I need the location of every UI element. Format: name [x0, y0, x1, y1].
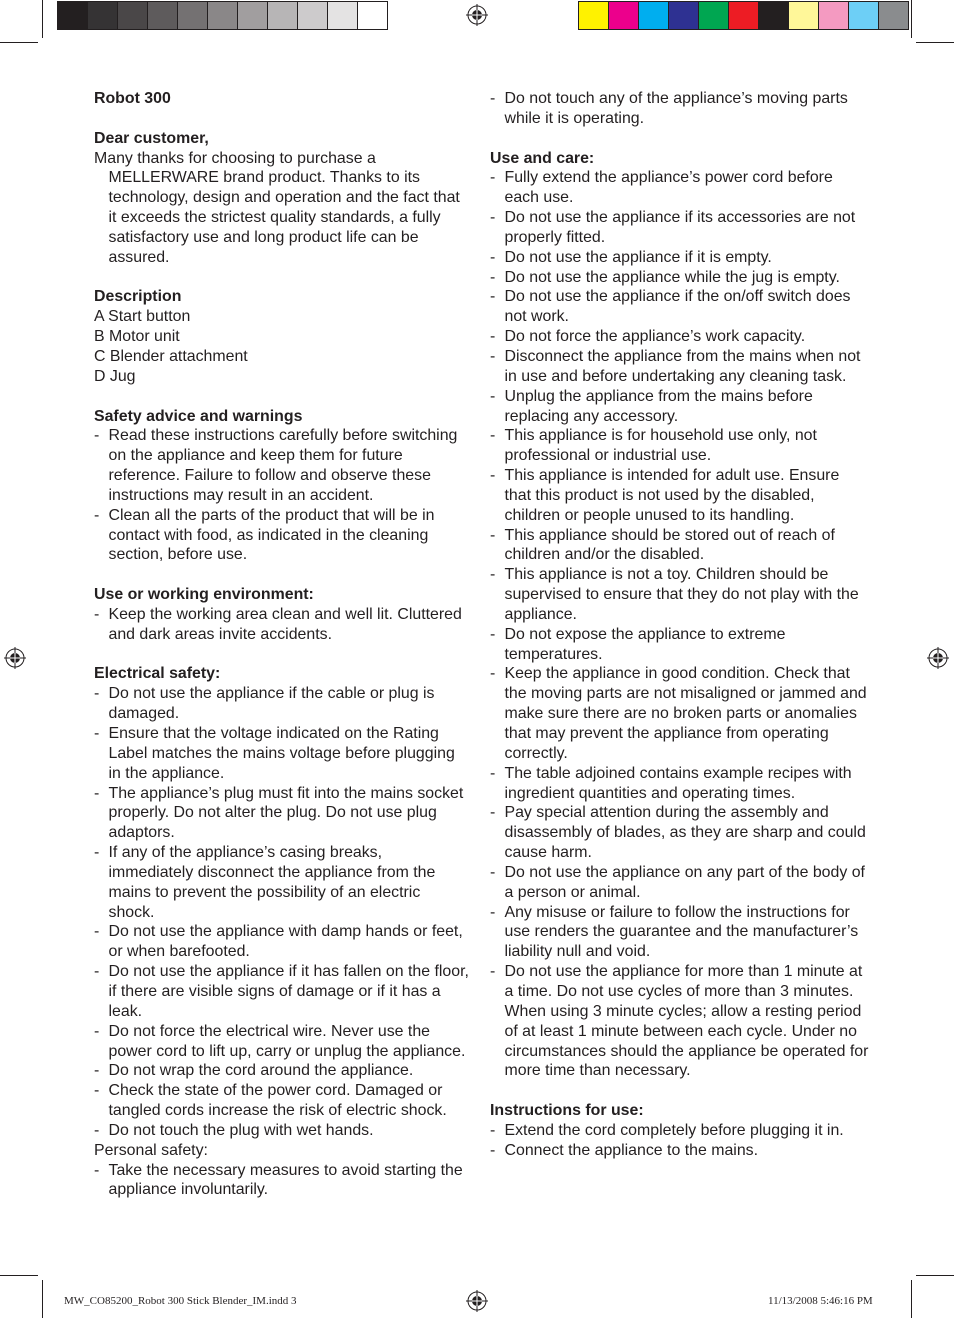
list-item-text: Fully extend the appliance’s power cord before each use. — [504, 169, 833, 207]
list-item — [490, 664, 870, 763]
list-item-text: Take the necessary measures to avoid starting the appliance involuntarily. — [108, 1161, 463, 1199]
list-item-text: The table adjoined contains example recipes with ingredient quantities and operating times. — [504, 764, 852, 802]
list-item-text: Extend the cord completely before plugging it in. — [504, 1121, 844, 1139]
list-item — [490, 89, 870, 129]
bullet-dash: - — [94, 725, 100, 742]
bullet-dash: - — [490, 248, 496, 266]
bullet-dash: - — [490, 268, 496, 286]
bullet-dash: - — [94, 784, 100, 802]
list-item — [94, 1022, 469, 1062]
grayscale-color-bar — [57, 1, 388, 30]
color-swatch — [759, 2, 789, 29]
list-item — [490, 625, 870, 665]
description-list — [94, 307, 469, 386]
color-swatch — [268, 2, 298, 29]
crop-mark — [911, 0, 912, 38]
bullet-dash: - — [94, 1082, 100, 1100]
list-item — [490, 803, 870, 863]
list-item-text: This appliance is not a toy. Children should be supervised to ensure that they do not play with the appliance. — [504, 566, 859, 623]
list-item-text: Keep the appliance in good condition. Check that the moving parts are not misaligned or jammed and make sure there are no broken parts or anomalies that may prevent the appliance from operating correctly. — [504, 665, 867, 762]
bullet-dash: - — [490, 288, 496, 306]
color-swatch — [118, 2, 148, 29]
list-item-text: Do not use the appliance for more than 1 minute at a time. Do not use cycles of more than 3 minutes. When using 3 minute cycles; allow a resting period of at least 1 minute between each cycle. Under no circumstances should the appliance be operated for more time than necessary. — [504, 963, 869, 1080]
list-item — [490, 327, 870, 347]
color-swatch — [178, 2, 208, 29]
list-item — [490, 1121, 870, 1141]
list-item — [490, 347, 870, 387]
list-item — [490, 426, 870, 466]
list-item — [490, 1141, 870, 1161]
list-item: D Jug — [94, 367, 136, 385]
color-swatch — [699, 2, 729, 29]
list-item: C Blender attachment — [94, 347, 248, 365]
list-item — [490, 764, 870, 804]
list-item-text: Do not use the appliance on any part of the body of a person or animal. — [504, 863, 865, 901]
list-item-text: Do not use the appliance if its accessories are not properly fitted. — [504, 209, 856, 246]
list-item-text: This appliance is intended for adult use. Ensure that this product is not used by the disabled, children or people unused to its handling. — [504, 467, 840, 524]
list-item-text: Do not use the appliance if it has fallen on the floor, if there are visible signs of damage or if it has a leak. — [108, 963, 469, 1020]
bullet-dash: - — [490, 665, 496, 683]
list-item-text: Unplug the appliance from the mains before replacing any accessory. — [504, 387, 813, 425]
list-item — [94, 426, 469, 505]
document-title: Robot 300 — [94, 90, 171, 107]
list-item — [94, 1161, 469, 1201]
list-item — [490, 526, 870, 566]
color-swatch — [579, 2, 609, 29]
right-text-column — [490, 89, 870, 1161]
electrical-safety-heading: Electrical safety: — [94, 665, 221, 683]
list-item — [94, 843, 469, 922]
list-item-text: Do not touch any of the appliance’s moving parts while it is operating. — [504, 90, 848, 127]
list-item-text: Do not use the appliance with damp hands or feet, or when barefooted. — [108, 923, 463, 961]
bullet-dash: - — [94, 1161, 100, 1179]
list-item-text: Ensure that the voltage indicated on the Rating Label matches the mains voltage before plugging in the appliance. — [108, 725, 455, 782]
bullet-dash: - — [490, 1121, 496, 1139]
greeting-heading: Dear customer, — [94, 129, 209, 147]
list-item-text: Keep the working area clean and well lit. Cluttered and dark areas invite accidents. — [108, 605, 462, 643]
color-swatch — [819, 2, 849, 29]
list-item-text: Pay special attention during the assembly and disassembly of blades, as they are sharp and could cause harm. — [504, 804, 866, 862]
list-item-text: Do not use the appliance if it is empty. — [504, 248, 772, 266]
bullet-dash: - — [94, 427, 100, 445]
list-item — [490, 962, 870, 1081]
list-item: A Start button — [94, 308, 191, 326]
color-swatch — [208, 2, 238, 29]
list-item-text: This appliance is for household use only, not professional or industrial use. — [504, 427, 817, 465]
color-swatch — [58, 2, 88, 29]
bullet-dash: - — [490, 169, 496, 187]
color-swatch — [238, 2, 268, 29]
instructions-list — [490, 1121, 870, 1161]
process-color-bar — [578, 1, 909, 30]
registration-mark-icon — [466, 4, 488, 26]
list-item-text: Do not use the appliance if the on/off switch does not work. — [504, 288, 851, 326]
bullet-dash: - — [490, 566, 496, 584]
list-item-text: Do not expose the appliance to extreme temperatures. — [504, 625, 786, 663]
list-item — [94, 605, 469, 645]
color-swatch — [358, 2, 387, 29]
left-text-column — [94, 89, 469, 1200]
bullet-dash: - — [490, 209, 496, 227]
color-swatch — [609, 2, 639, 29]
use-and-care-list — [490, 168, 870, 1081]
bullet-dash: - — [94, 1062, 100, 1080]
list-item — [94, 1121, 469, 1141]
list-item-text: Connect the appliance to the mains. — [504, 1141, 759, 1159]
crop-mark — [911, 1280, 912, 1318]
list-item-text: This appliance should be stored out of reach of children and/or the disabled. — [504, 526, 835, 564]
bullet-dash: - — [490, 764, 496, 782]
list-item — [490, 268, 870, 288]
color-swatch — [639, 2, 669, 29]
color-swatch — [849, 2, 879, 29]
registration-mark-icon — [927, 647, 949, 669]
list-item — [490, 287, 870, 327]
bullet-dash: - — [490, 467, 496, 485]
electrical-safety-list — [94, 684, 469, 1140]
color-swatch — [729, 2, 759, 29]
bullet-dash: - — [94, 1022, 100, 1040]
list-item — [490, 168, 870, 208]
color-swatch — [879, 2, 908, 29]
use-and-care-heading: Use and care: — [490, 149, 595, 167]
list-item — [94, 922, 469, 962]
crop-mark — [42, 0, 43, 38]
list-item-text: Any misuse or failure to follow the instructions for use renders the guarantee and the manufacturer’s liability null and void. — [504, 903, 859, 961]
list-item — [94, 506, 469, 566]
list-item — [490, 903, 870, 963]
list-item — [490, 387, 870, 427]
bullet-dash: - — [490, 625, 496, 643]
crop-mark — [0, 42, 38, 43]
bullet-dash: - — [490, 427, 496, 445]
list-item — [490, 565, 870, 625]
environment-list — [94, 605, 469, 645]
list-item-text: If any of the appliance’s casing breaks, immediately disconnect the appliance from the mains to prevent the possibility of an electric shock. — [108, 844, 436, 921]
crop-mark — [0, 1275, 38, 1276]
list-item — [490, 208, 870, 248]
list-item — [94, 962, 469, 1022]
list-item-text: Do not touch the plug with wet hands. — [108, 1121, 374, 1139]
list-item-text: Do not wrap the cord around the appliance. — [108, 1062, 414, 1080]
crop-mark — [42, 1280, 43, 1318]
registration-mark-icon — [466, 1290, 488, 1312]
color-swatch — [789, 2, 819, 29]
list-item — [490, 248, 870, 268]
bullet-dash: - — [94, 923, 100, 941]
list-item-text: Do not use the appliance if the cable or plug is damaged. — [108, 685, 435, 723]
intro-paragraph: Many thanks for choosing to purchase a MELLERWARE brand product. Thanks to its technology, design and operation and the fact that it exceeds the strictest quality standards, a fully satisfactory use and long product life can be assured. — [94, 149, 460, 266]
footer-timestamp: 11/13/2008 5:46:16 PM — [768, 1295, 873, 1307]
bullet-dash: - — [490, 387, 496, 405]
description-heading: Description — [94, 288, 182, 306]
list-item-text: Do not use the appliance while the jug is empty. — [504, 268, 840, 286]
registration-mark-icon — [4, 647, 26, 669]
list-item — [94, 724, 469, 784]
list-item — [94, 684, 469, 724]
list-item — [94, 1081, 469, 1121]
color-swatch — [88, 2, 118, 29]
list-item-text: Do not force the electrical wire. Never use the power cord to lift up, carry or unplug the appliance. — [108, 1022, 466, 1060]
bullet-dash: - — [94, 844, 100, 862]
crop-mark — [916, 1275, 954, 1276]
list-item: B Motor unit — [94, 328, 180, 346]
bullet-dash: - — [94, 1121, 100, 1139]
footer-filename: MW_CO85200_Robot 300 Stick Blender_IM.indd 3 — [64, 1295, 297, 1307]
list-item-text: Do not force the appliance’s work capacity. — [504, 328, 806, 346]
bullet-dash: - — [490, 804, 496, 822]
list-item — [490, 863, 870, 903]
bullet-dash: - — [94, 963, 100, 981]
personal-safety-list — [94, 1161, 469, 1201]
bullet-dash: - — [490, 526, 496, 544]
color-swatch — [669, 2, 699, 29]
bullet-dash: - — [94, 605, 100, 623]
list-item-text: Check the state of the power cord. Damaged or tangled cords increase the risk of electric shock. — [108, 1082, 447, 1120]
bullet-dash: - — [490, 903, 496, 921]
color-swatch — [328, 2, 358, 29]
bullet-dash: - — [490, 963, 496, 981]
bullet-dash: - — [490, 347, 496, 365]
list-item-text: Clean all the parts of the product that will be in contact with food, as indicated in the cleaning section, before use. — [108, 506, 435, 564]
crop-mark — [916, 42, 954, 43]
list-item — [94, 784, 469, 844]
list-item-text: Disconnect the appliance from the mains when not in use and before undertaking any cleaning task. — [504, 347, 861, 385]
safety-list — [94, 426, 469, 565]
instructions-heading: Instructions for use: — [490, 1102, 644, 1120]
list-item — [490, 466, 870, 526]
personal-safety-label: Personal safety: — [94, 1141, 208, 1159]
list-item-text: Read these instructions carefully before switching on the appliance and keep them for future reference. Failure to follow and observe these instructions may result in an accident. — [108, 427, 458, 504]
bullet-dash: - — [94, 506, 100, 524]
list-item-text: The appliance’s plug must fit into the mains socket properly. Do not alter the plug. Do not use plug adaptors. — [108, 784, 464, 842]
bullet-dash: - — [94, 685, 100, 703]
continued-list — [490, 89, 870, 129]
color-swatch — [298, 2, 328, 29]
bullet-dash: - — [490, 863, 496, 881]
environment-heading: Use or working environment: — [94, 586, 314, 604]
bullet-dash: - — [490, 328, 496, 346]
color-swatch — [148, 2, 178, 29]
list-item — [94, 1061, 469, 1081]
bullet-dash: - — [490, 90, 496, 107]
bullet-dash: - — [490, 1141, 496, 1159]
safety-heading: Safety advice and warnings — [94, 407, 303, 425]
